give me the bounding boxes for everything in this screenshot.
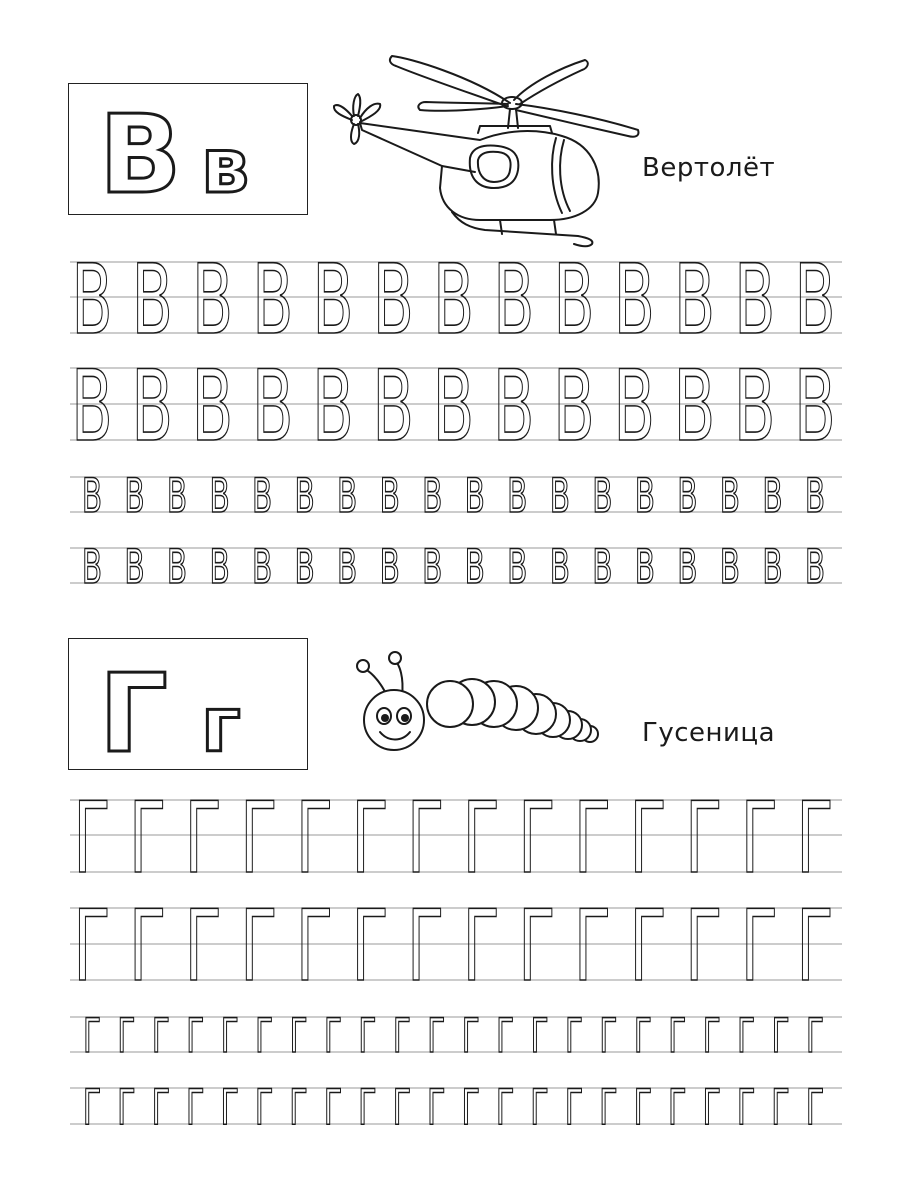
tracing-letter: В bbox=[312, 242, 354, 356]
tracing-letter: Г bbox=[289, 1078, 308, 1137]
tracing-letter: Г bbox=[220, 1008, 239, 1065]
uppercase-letter-g: Г bbox=[99, 652, 168, 771]
tracing-letter: Г bbox=[530, 1078, 549, 1137]
tracing-letter: Г bbox=[668, 1008, 687, 1065]
tracing-letter: В bbox=[794, 242, 836, 356]
tracing-letter: В bbox=[337, 468, 358, 525]
tracing-letter: В bbox=[124, 468, 145, 525]
tracing-letter: В bbox=[733, 349, 776, 465]
tracing-letter: Г bbox=[740, 889, 778, 1005]
tracing-letter: Г bbox=[255, 1008, 274, 1065]
tracing-letter: В bbox=[71, 349, 113, 465]
tracing-letter: Г bbox=[73, 889, 111, 1005]
tracing-letter: В bbox=[422, 468, 443, 525]
tracing-letter: В bbox=[804, 539, 826, 596]
tracing-letter: Г bbox=[129, 781, 167, 897]
tracing-letter: В bbox=[634, 468, 656, 525]
tracing-letter: Г bbox=[599, 1008, 618, 1065]
tracing-letter: В bbox=[719, 539, 741, 596]
tracing-letter: Г bbox=[254, 1078, 274, 1137]
tracing-letter: В bbox=[507, 468, 528, 525]
tracing-letter: В bbox=[209, 468, 230, 525]
tracing-letter: В bbox=[372, 242, 414, 356]
tracing-letter: В bbox=[251, 349, 294, 465]
tracing-letter: В bbox=[71, 242, 113, 356]
tracing-letter: В bbox=[379, 539, 400, 596]
tracing-letter: В bbox=[634, 539, 656, 596]
tracing-letter: Г bbox=[805, 1078, 825, 1137]
tracing-letter: Г bbox=[186, 1078, 205, 1137]
tracing-letter: Г bbox=[151, 1078, 171, 1137]
tracing-letter: Г bbox=[740, 781, 778, 897]
tracing-letter: В bbox=[251, 539, 273, 596]
word-label-g: Гусеница bbox=[642, 718, 776, 748]
tracing-letter: Г bbox=[574, 781, 612, 897]
tracing-letter: Г bbox=[184, 781, 222, 897]
tracing-letter: В bbox=[251, 468, 273, 525]
tracing-letter: Г bbox=[73, 781, 111, 897]
letter-pair-g bbox=[69, 639, 309, 771]
tracing-letter: Г bbox=[220, 1078, 239, 1137]
letter-card-g bbox=[68, 638, 308, 770]
tracing-letter: В bbox=[191, 349, 234, 465]
tracing-letter: Г bbox=[685, 889, 723, 1005]
tracing-letter: Г bbox=[392, 1008, 411, 1065]
tracing-letter: Г bbox=[117, 1078, 136, 1137]
tracing-letter: В bbox=[677, 468, 698, 525]
tracing-letter: Г bbox=[633, 1008, 652, 1065]
caterpillar-icon bbox=[350, 650, 610, 760]
tracing-letter: В bbox=[719, 468, 741, 525]
tracing-letter: В bbox=[294, 468, 315, 525]
tracing-letter: Г bbox=[702, 1078, 721, 1137]
tracing-letter: В bbox=[464, 468, 485, 525]
tracing-letter: В bbox=[613, 349, 656, 465]
tracing-letter: В bbox=[549, 539, 570, 596]
tracing-letter: В bbox=[379, 468, 400, 525]
tracing-letter: Г bbox=[407, 889, 445, 1005]
tracing-letter: Г bbox=[461, 1078, 480, 1137]
tracing-letter: Г bbox=[462, 889, 500, 1005]
lowercase-letter-g: г bbox=[201, 680, 241, 769]
tracing-letter: Г bbox=[295, 781, 333, 897]
tracing-letter: Г bbox=[358, 1078, 377, 1137]
tracing-letter: Г bbox=[771, 1008, 790, 1065]
tracing-letter: В bbox=[493, 242, 535, 356]
tracing-letter: Г bbox=[633, 1078, 653, 1137]
tracing-letter: Г bbox=[796, 781, 834, 897]
tracing-letter: В bbox=[613, 242, 655, 356]
tracing-letter: В bbox=[492, 349, 535, 465]
tracing-letter: Г bbox=[462, 781, 500, 897]
tracing-letter: Г bbox=[685, 781, 723, 897]
tracing-letter: Г bbox=[82, 1078, 102, 1137]
tracing-letter: В bbox=[81, 539, 103, 596]
tracing-letter: В bbox=[592, 539, 613, 596]
tracing-letter: В bbox=[432, 349, 475, 465]
tracing-letter: Г bbox=[564, 1008, 584, 1065]
tracing-letter: Г bbox=[117, 1008, 136, 1065]
tracing-letter: Г bbox=[736, 1078, 756, 1137]
tracing-letter: В bbox=[549, 468, 570, 525]
tracing-letter: Г bbox=[82, 1008, 102, 1065]
tracing-letter: Г bbox=[805, 1008, 825, 1065]
tracing-letter: Г bbox=[496, 1008, 515, 1065]
tracing-letter: Г bbox=[518, 781, 556, 897]
tracing-letter: Г bbox=[351, 781, 389, 897]
tracing-letter: Г bbox=[771, 1078, 790, 1137]
tracing-letter: В bbox=[81, 468, 103, 525]
tracing-letter: Г bbox=[495, 1078, 515, 1137]
tracing-letter: В bbox=[131, 242, 173, 356]
tracing-letter: Г bbox=[240, 889, 278, 1005]
tracing-letter: В bbox=[553, 349, 595, 465]
tracing-letter: В bbox=[191, 242, 234, 356]
tracing-letter: В bbox=[422, 539, 443, 596]
tracing-letter: В bbox=[553, 242, 595, 356]
tracing-letter: В bbox=[673, 242, 716, 356]
tracing-letter: Г bbox=[392, 1078, 412, 1137]
tracing-letter: В bbox=[337, 539, 358, 596]
tracing-letter: В bbox=[166, 539, 188, 596]
tracing-letter: Г bbox=[351, 889, 389, 1005]
tracing-letter: Г bbox=[295, 889, 333, 1005]
tracing-letter: Г bbox=[427, 1008, 446, 1065]
tracing-letter: В bbox=[252, 242, 294, 356]
tracing-letter: Г bbox=[129, 889, 167, 1005]
tracing-letter: В bbox=[762, 468, 783, 525]
tracing-letter: В bbox=[432, 242, 475, 356]
lowercase-letter-v: в bbox=[201, 121, 250, 210]
tracing-letter: Г bbox=[629, 889, 667, 1005]
tracing-letter: Г bbox=[668, 1078, 687, 1137]
tracing-letter: В bbox=[131, 349, 174, 465]
tracing-letter: В bbox=[312, 349, 354, 465]
tracing-letter: В bbox=[762, 539, 783, 596]
tracing-letter: Г bbox=[564, 1078, 584, 1137]
tracing-letter: Г bbox=[240, 781, 278, 897]
tracing-letter: Г bbox=[151, 1008, 170, 1065]
helicopter-icon bbox=[330, 48, 650, 253]
tracing-letter: В bbox=[507, 539, 528, 596]
tracing-letter: Г bbox=[599, 1078, 618, 1137]
tracing-letter: Г bbox=[574, 889, 612, 1005]
tracing-letter: В bbox=[166, 468, 188, 525]
tracing-letter: Г bbox=[737, 1008, 756, 1065]
tracing-letter: В bbox=[794, 349, 836, 465]
tracing-letter: Г bbox=[518, 889, 556, 1005]
tracing-letter: Г bbox=[184, 889, 222, 1005]
tracing-letter: В bbox=[464, 539, 485, 596]
tracing-letter: Г bbox=[461, 1008, 480, 1065]
tracing-letter: В bbox=[209, 539, 230, 596]
tracing-letter: В bbox=[677, 539, 698, 596]
tracing-letter: В bbox=[294, 539, 315, 596]
tracing-letter: В bbox=[804, 468, 826, 525]
tracing-letter: Г bbox=[186, 1008, 205, 1065]
tracing-letter: Г bbox=[358, 1008, 377, 1065]
letter-pair-v bbox=[69, 84, 309, 216]
tracing-letter: Г bbox=[629, 781, 667, 897]
tracing-letter: Г bbox=[702, 1008, 721, 1065]
tracing-letter: Г bbox=[796, 889, 834, 1005]
tracing-letter: В bbox=[734, 242, 776, 356]
word-label-v: Вертолёт bbox=[642, 153, 776, 183]
tracing-letter: Г bbox=[427, 1078, 446, 1137]
tracing-letter: Г bbox=[323, 1078, 343, 1137]
tracing-letter: Г bbox=[323, 1008, 343, 1065]
tracing-letter: Г bbox=[530, 1008, 549, 1065]
uppercase-letter-v: В bbox=[99, 93, 182, 216]
tracing-letter: В bbox=[124, 539, 145, 596]
tracing-letter: В bbox=[372, 349, 415, 465]
tracing-letter: В bbox=[673, 349, 716, 465]
tracing-letter: Г bbox=[289, 1008, 308, 1065]
tracing-letter: Г bbox=[407, 781, 445, 897]
letter-card-v bbox=[68, 83, 308, 215]
tracing-letter: В bbox=[592, 468, 613, 525]
